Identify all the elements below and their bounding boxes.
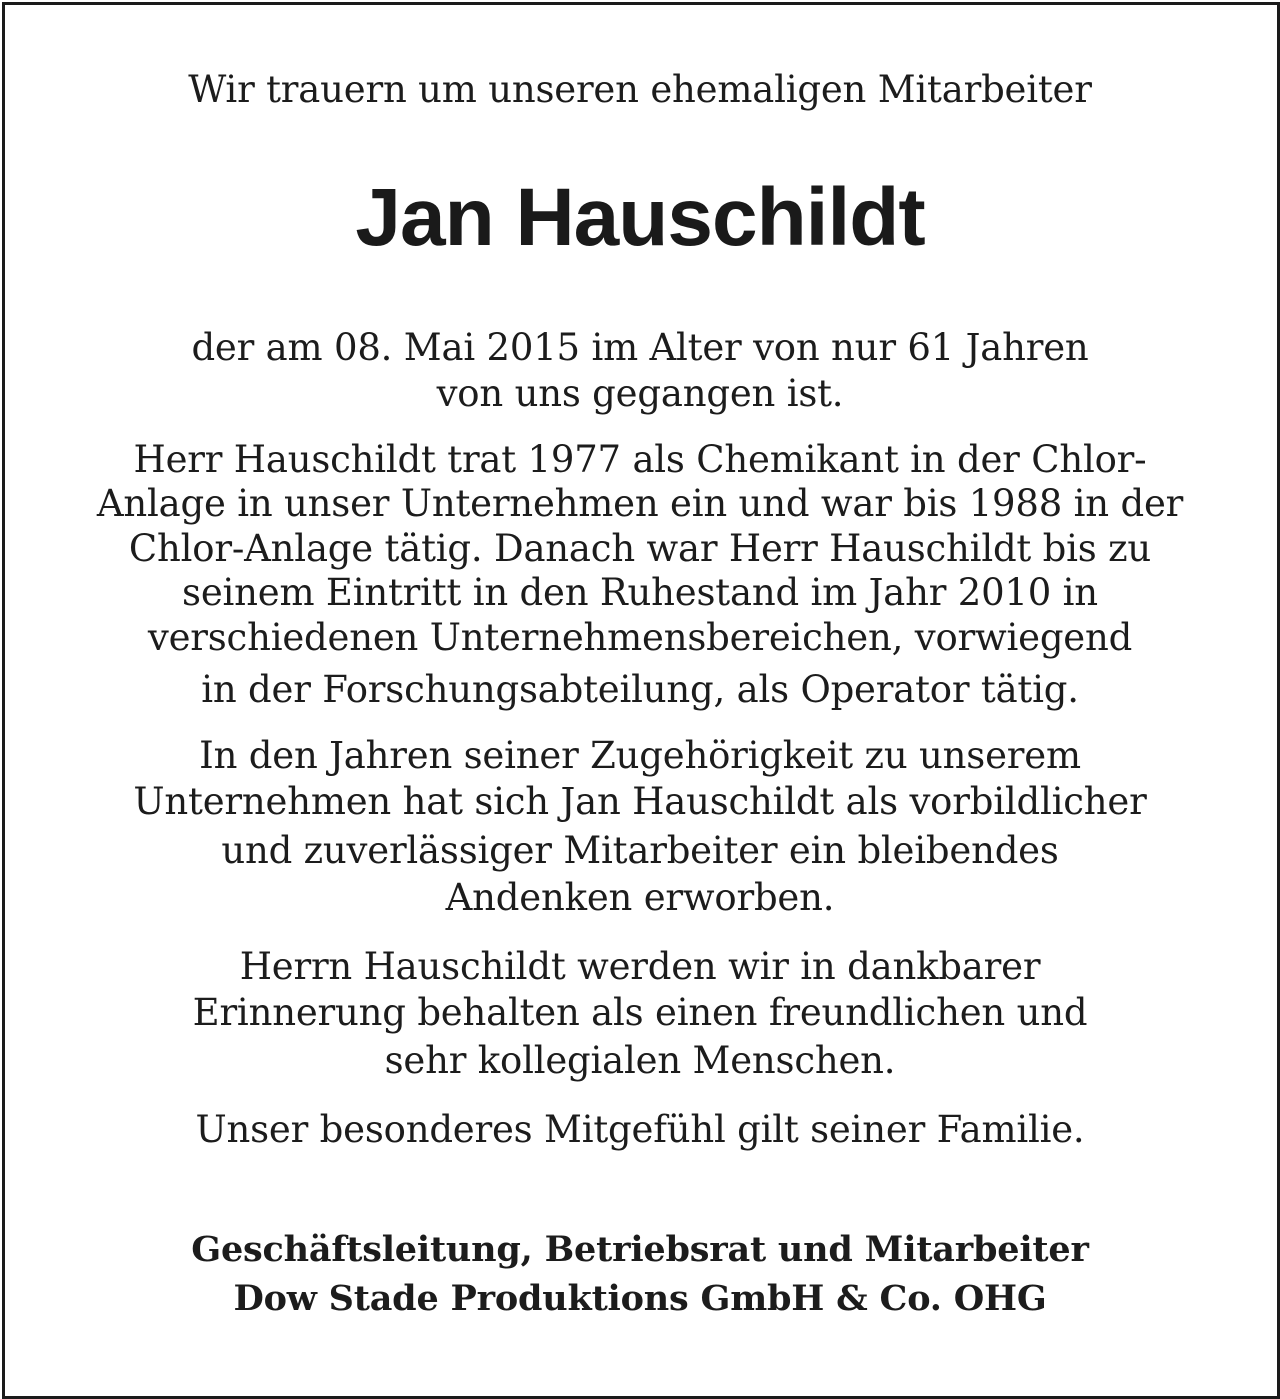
signature-line-2: Dow Stade Produktions GmbH & Co. OHG xyxy=(233,1278,1047,1319)
paragraph-2-line-2: Anlage in unser Unternehmen ein und war bis 1988 in der xyxy=(96,482,1184,525)
paragraph-1-line-2: von uns gegangen ist. xyxy=(436,372,844,415)
signature-line-1: Geschäftsleitung, Betriebsrat und Mitarbeiter xyxy=(191,1229,1089,1270)
paragraph-2-line-3: Chlor-Anlage tätig. Danach war Herr Hauschildt bis zu xyxy=(128,527,1152,570)
paragraph-4-line-1: Herrn Hauschildt werden wir in dankbarer xyxy=(239,945,1041,988)
paragraph-2-line-6: in der Forschungsabteilung, als Operator tätig. xyxy=(201,668,1079,711)
intro-line: Wir trauern um unseren ehemaligen Mitarbeiter xyxy=(188,68,1092,111)
paragraph-5-line-1: Unser besonderes Mitgefühl gilt seiner Familie. xyxy=(195,1108,1085,1151)
paragraph-2-line-4: seinem Eintritt in den Ruhestand im Jahr 2010 in xyxy=(182,571,1098,614)
deceased-name: Jan Hauschildt xyxy=(355,172,925,263)
paragraph-1-line-1: der am 08. Mai 2015 im Alter von nur 61 Jahren xyxy=(191,326,1089,369)
paragraph-4-line-2: Erinnerung behalten als einen freundlichen und xyxy=(192,991,1088,1034)
paragraph-3-line-3: und zuverlässiger Mitarbeiter ein bleibendes xyxy=(221,829,1059,872)
paragraph-3-line-2: Unternehmen hat sich Jan Hauschildt als vorbildlicher xyxy=(133,780,1147,823)
paragraph-2-line-5: verschiedenen Unternehmensbereichen, vorwiegend xyxy=(147,616,1133,659)
paragraph-4-line-3: sehr kollegialen Menschen. xyxy=(384,1039,896,1082)
paragraph-2-line-1: Herr Hauschildt trat 1977 als Chemikant in der Chlor- xyxy=(133,438,1147,481)
paragraph-3-line-1: In den Jahren seiner Zugehörigkeit zu unserem xyxy=(199,734,1081,777)
paragraph-3-line-4: Andenken erworben. xyxy=(445,876,835,919)
